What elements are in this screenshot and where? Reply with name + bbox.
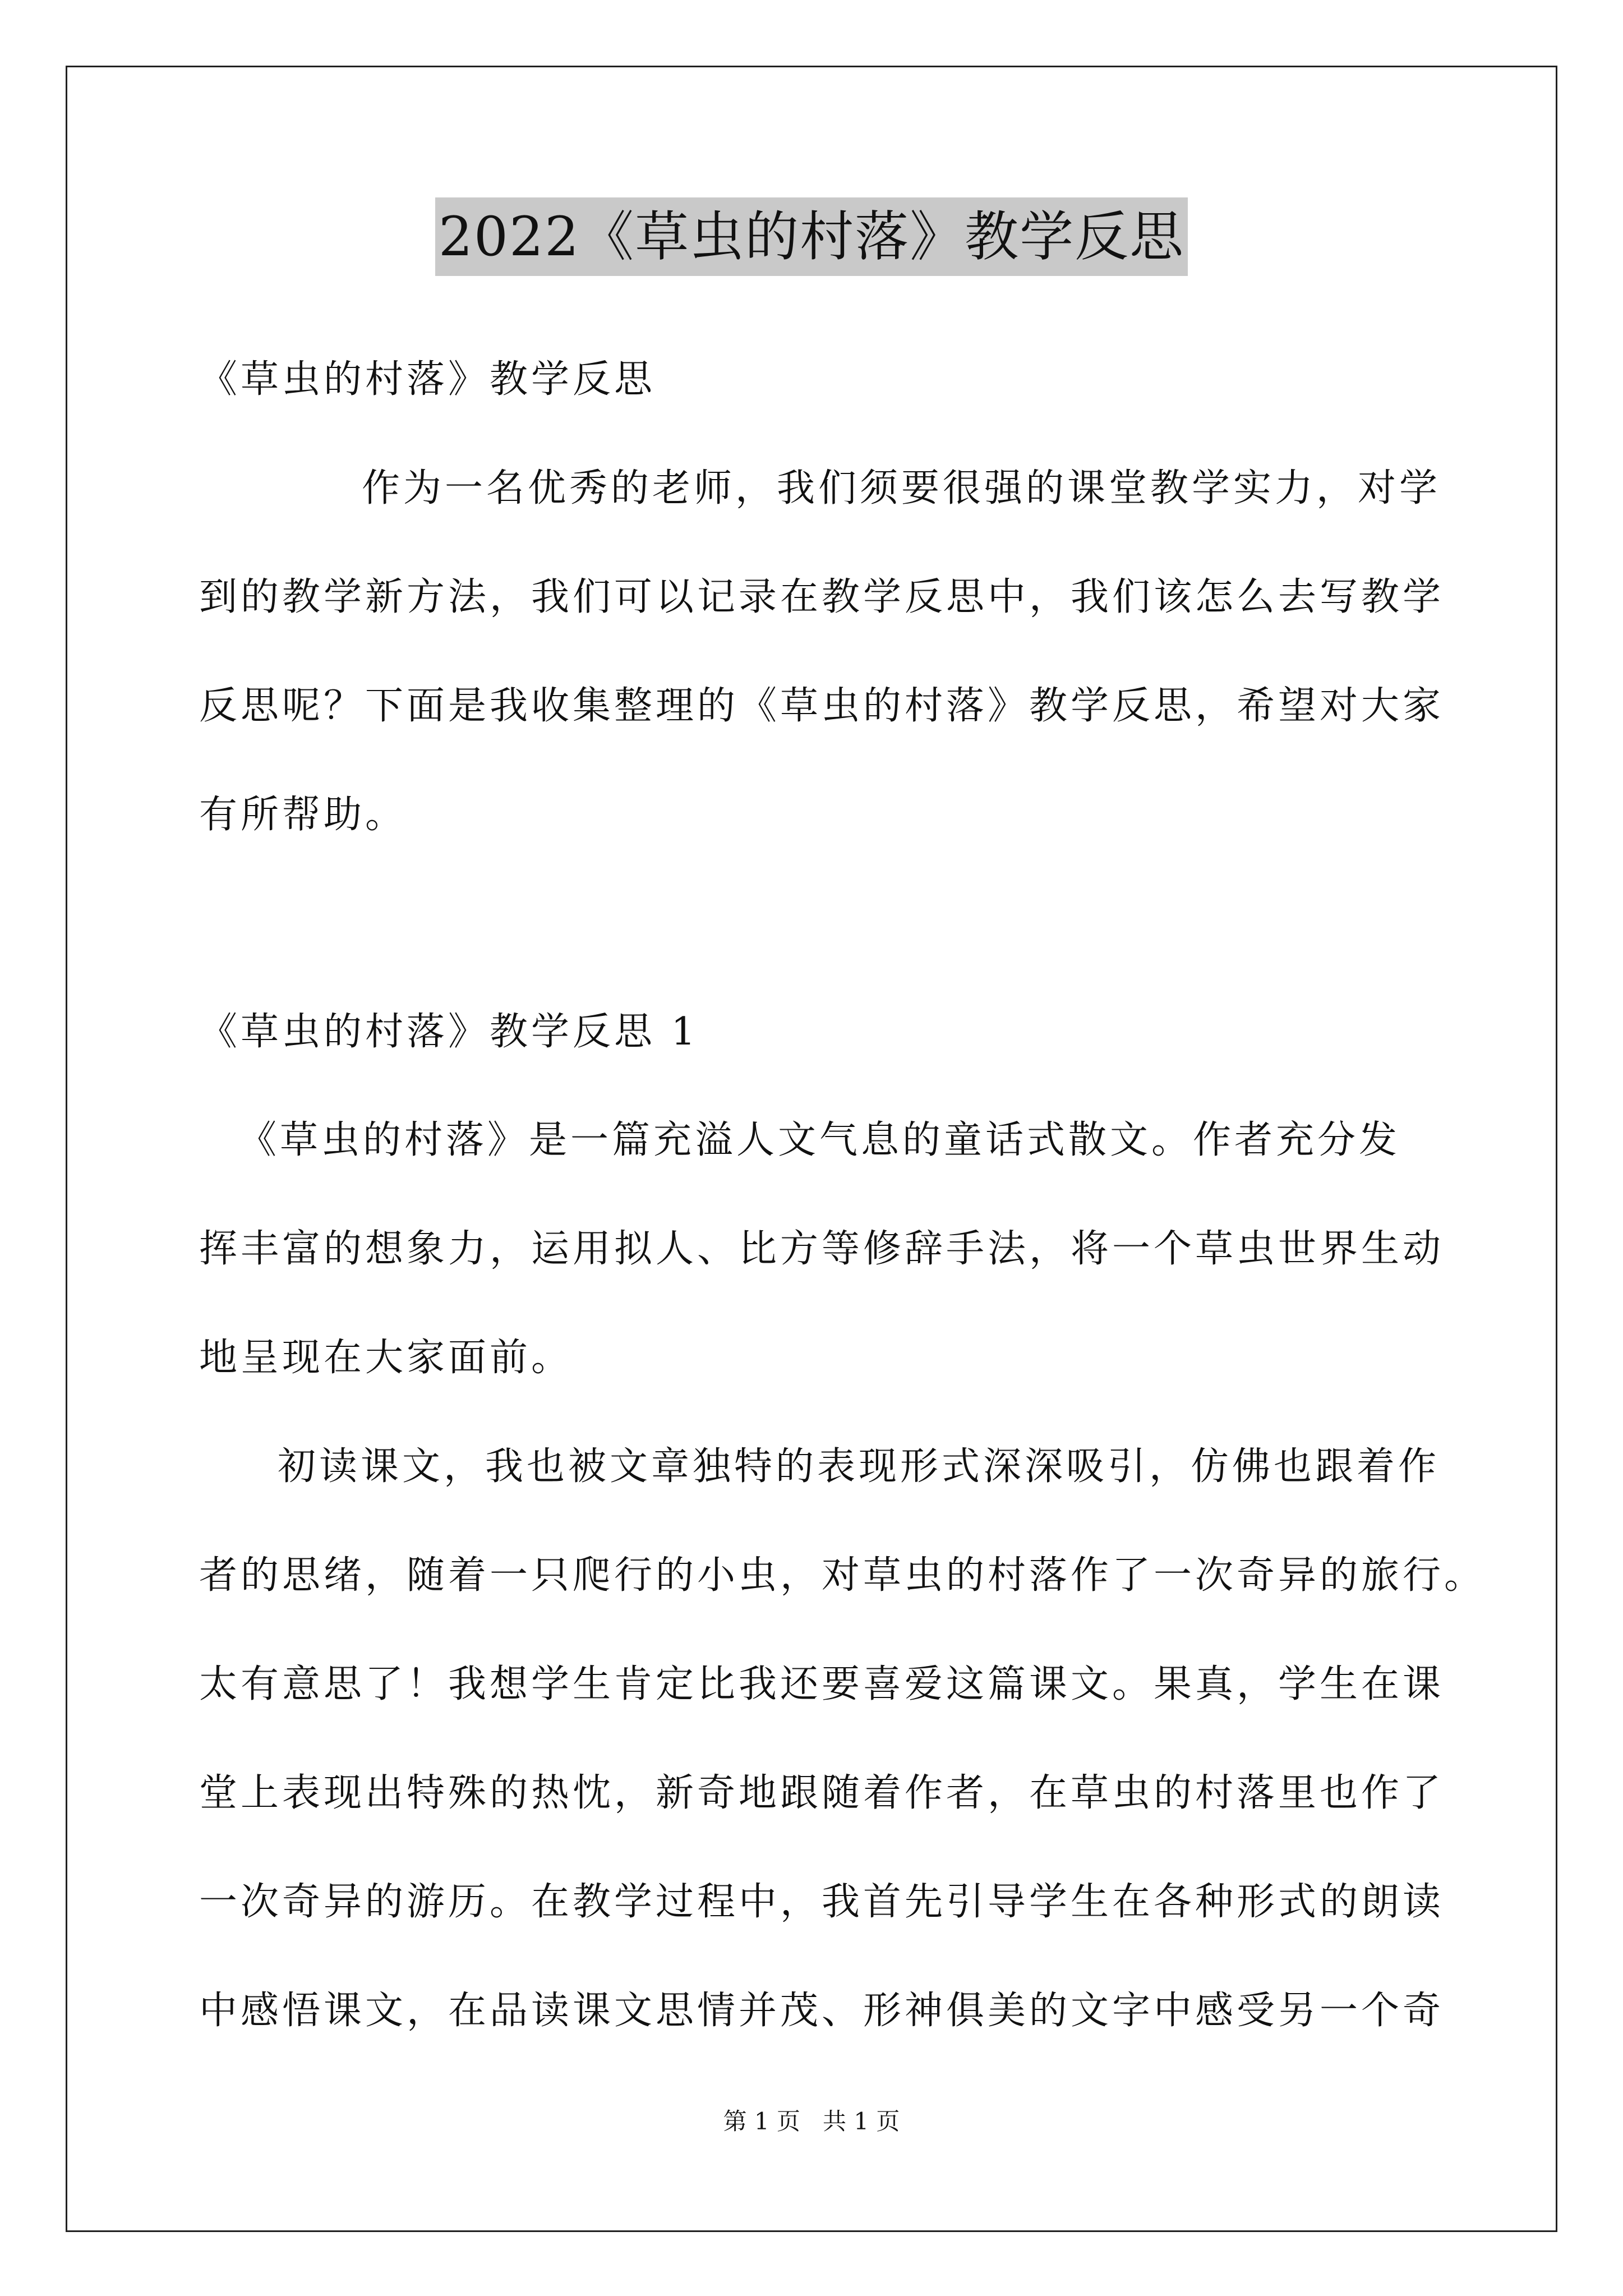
intro-line-4: 有所帮助。 [199,793,407,837]
page-number: 第 1 页 [723,2108,800,2135]
para2-line-1: 初读课文，我也被文章独特的表现形式深深吸引，仿佛也跟着作 [278,1444,1440,1489]
subtitle: 《草虫的村落》教学反思 [199,357,656,402]
para2-line-6: 中感悟课文，在品读课文思情并茂、形神俱美的文字中感受另一个奇 [199,1989,1445,2033]
para2-line-5: 一次奇异的游历。在教学过程中，我首先引导学生在各种形式的朗读 [199,1880,1445,1924]
intro-line-2: 到的教学新方法，我们可以记录在教学反思中，我们该怎么去写教学 [199,575,1445,619]
page-total: 共 1 页 [823,2108,900,2135]
intro-line-3: 反思呢？下面是我收集整理的《草虫的村落》教学反思，希望对大家 [199,684,1445,728]
section-heading: 《草虫的村落》教学反思 1 [199,1010,699,1054]
para1-line-1: 《草虫的村落》是一篇充溢人文气息的童话式散文。作者充分发 [238,1118,1401,1162]
para1-line-2: 挥丰富的想象力，运用拟人、比方等修辞手法，将一个草虫世界生动 [199,1227,1445,1271]
para2-line-4: 堂上表现出特殊的热忱，新奇地跟随着作者，在草虫的村落里也作了 [199,1771,1445,1815]
para2-line-2: 者的思绪，随着一只爬行的小虫，对草虫的村落作了一次奇异的旅行。 [199,1553,1486,1598]
para1-line-3: 地呈现在大家面前。 [199,1336,573,1380]
page-footer [0,2105,1623,2138]
document-title: 2022《草虫的村落》教学反思 [435,197,1188,276]
intro-line-1: 作为一名优秀的老师，我们须要很强的课堂教学实力，对学 [362,466,1441,510]
para2-line-3: 太有意思了！我想学生肯定比我还要喜爱这篇课文。果真，学生在课 [199,1662,1445,1706]
title-container [0,197,1623,276]
